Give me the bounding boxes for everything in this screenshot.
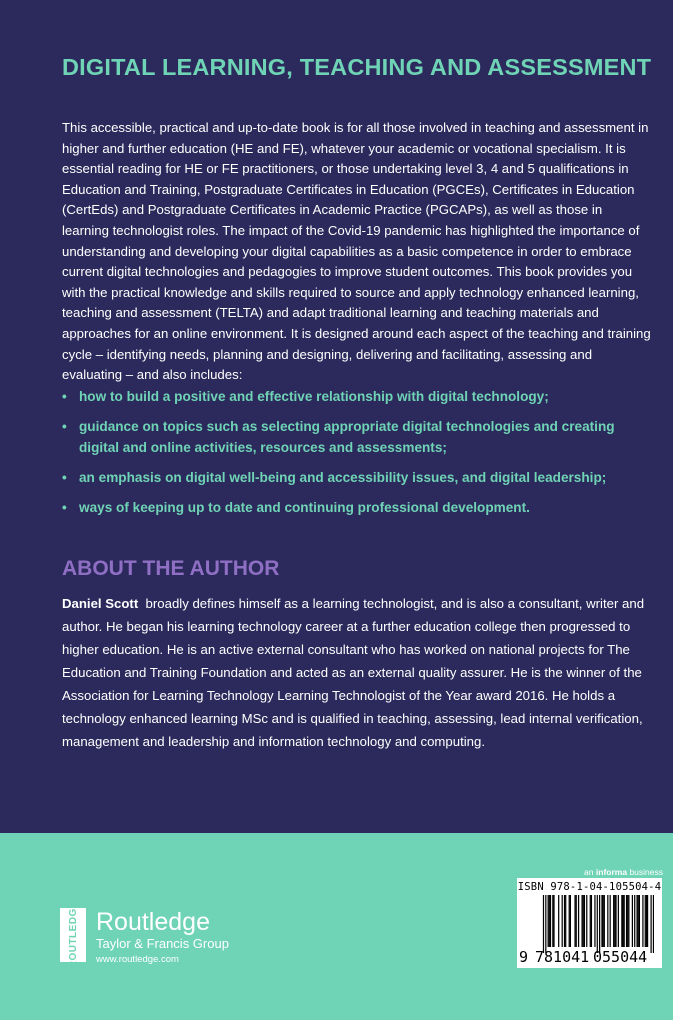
barcode-bar	[603, 895, 604, 947]
barcode-bar	[615, 895, 616, 947]
publisher-url: www.routledge.com	[96, 954, 179, 965]
isbn-barcode	[517, 878, 662, 968]
publisher-block	[96, 908, 229, 968]
barcode-bar	[562, 895, 563, 947]
bullet-icon: •	[62, 500, 67, 515]
barcode-bar	[647, 895, 648, 947]
bullet-icon: •	[62, 470, 67, 485]
barcode-bar	[548, 895, 549, 947]
highlights-list	[62, 386, 652, 527]
barcode-bar	[614, 895, 615, 947]
publisher-name: Routledge	[96, 908, 210, 936]
barcode-bar	[578, 895, 579, 947]
informa-brand: informa	[595, 867, 628, 877]
barcode-bar	[634, 895, 635, 947]
author-name: Daniel Scott	[62, 596, 139, 611]
barcode-bar	[591, 895, 592, 947]
barcode-bar	[550, 895, 551, 947]
barcode-bar	[570, 895, 571, 947]
barcode-bar	[576, 895, 577, 947]
barcode-bar	[599, 895, 600, 953]
barcode-bar	[604, 895, 605, 947]
barcode-bar	[574, 895, 575, 947]
barcode-bar	[586, 895, 587, 947]
barcode-bar	[613, 895, 614, 947]
barcode-bar	[545, 895, 546, 953]
barcode-bar	[558, 895, 559, 947]
bullet-icon: •	[62, 419, 67, 434]
barcode-bar	[590, 895, 591, 947]
barcode-bar	[581, 895, 582, 947]
barcode-bar	[594, 895, 595, 947]
informa-business-label: an informa business	[584, 867, 663, 877]
highlight-text: how to build a positive and effective relationship with digital technology;	[79, 389, 549, 404]
barcode-bar	[601, 895, 602, 947]
barcode-digit-first: 9	[519, 948, 529, 966]
barcode-digits-left: 781041	[535, 948, 590, 966]
barcode-bar	[549, 895, 550, 947]
highlight-text: an emphasis on digital well-being and accessibility issues, and digital leadership;	[79, 470, 607, 485]
barcode-bar	[622, 895, 623, 947]
book-description: This accessible, practical and up-to-date book is for all those involved in teaching and assessment in higher and further education (HE and FE), whatever your academic or vocational specialism. It is essential reading for HE or FE practitioners, or those undertaking level 3, 4 and 5 qualifications in Education and Training, Postgraduate Certificates in Education (PGCEs), Certificates in Education (CertEds) and Postgraduate Certificates in Academic Practice (PGCAPs), as well as those in learning technologist roles. The impact of the Covid-19 pandemic has highlighted the importance of understanding and developing your digital capabilities as a basic competence in order to embrace current digital technologies and pedagogies to improve student outcomes. This book provides you with the practical knowledge and skills required to source and apply technology enhanced learning, teaching and assessment (TELTA) and adapt traditional learning and teaching materials and approaches for an online environment. It is designed around each aspect of the teaching and training cycle – identifying needs, planning and designing, delivering and facilitating, assessing and evaluating – and also includes:	[62, 120, 651, 383]
barcode-bar	[610, 895, 611, 947]
barcode-bar	[653, 895, 654, 953]
isbn-label: ISBN 978-1-04-105504-4	[517, 881, 662, 893]
barcode-bar	[543, 895, 544, 953]
highlight-item	[62, 416, 652, 458]
about-author-heading: ABOUT THE AUTHOR	[62, 557, 280, 580]
barcode-bar	[621, 895, 622, 947]
highlight-text: guidance on topics such as selecting appropriate digital technologies and creating digital and online activities, resources and assessments;	[79, 419, 615, 455]
barcode-bar	[564, 895, 565, 947]
barcode-bar	[618, 895, 619, 947]
author-bio-text: broadly defines himself as a learning technologist, and is also a consultant, writer and author. He began his learning technology career at a further education college then progressed to higher education. He is an active external consultant who has worked on national projects for The Education and Training Foundation and acted as an external quality assurer. He is the winner of the Association for Learning Technology Learning Technologist of the Year award 2016. He holds a technology enhanced learning MSc and is qualified in teaching, assessing, lead internal verification, management and leadership and information technology and computing.	[62, 596, 645, 749]
barcode-bar	[632, 895, 633, 947]
barcode-bar	[642, 895, 643, 947]
routledge-logo-mark: ROUTLEDGE	[67, 901, 79, 969]
barcode-bar	[626, 895, 627, 947]
barcode-bar	[645, 895, 646, 947]
book-title: DIGITAL LEARNING, TEACHING AND ASSESSMENT	[62, 54, 652, 80]
barcode-bar	[565, 895, 566, 947]
routledge-logo-icon	[60, 901, 86, 969]
highlight-item	[62, 386, 652, 407]
highlight-item	[62, 467, 652, 488]
barcode-bar	[607, 895, 608, 947]
bullet-icon: •	[62, 389, 67, 404]
barcode-bar	[584, 895, 585, 947]
barcode-bar	[569, 895, 570, 947]
author-bio	[62, 592, 652, 753]
barcode-bar	[646, 895, 647, 947]
barcode-bars-icon	[530, 895, 654, 953]
barcode-bar	[636, 895, 637, 947]
barcode-bar	[553, 895, 554, 947]
barcode-bar	[638, 895, 639, 947]
barcode-bar	[583, 895, 584, 947]
barcode-bar	[639, 895, 640, 947]
barcode-bar	[552, 895, 553, 947]
barcode-digits-right: 055044	[593, 948, 648, 966]
barcode-bar	[624, 895, 625, 947]
barcode-bar	[597, 895, 598, 953]
highlight-item	[62, 497, 652, 518]
barcode-bar	[650, 895, 651, 953]
publisher-group: Taylor & Francis Group	[96, 936, 229, 951]
barcode-bar	[627, 895, 628, 947]
barcode-bar	[628, 895, 629, 947]
highlight-text: ways of keeping up to date and continuing professional development.	[79, 500, 530, 515]
